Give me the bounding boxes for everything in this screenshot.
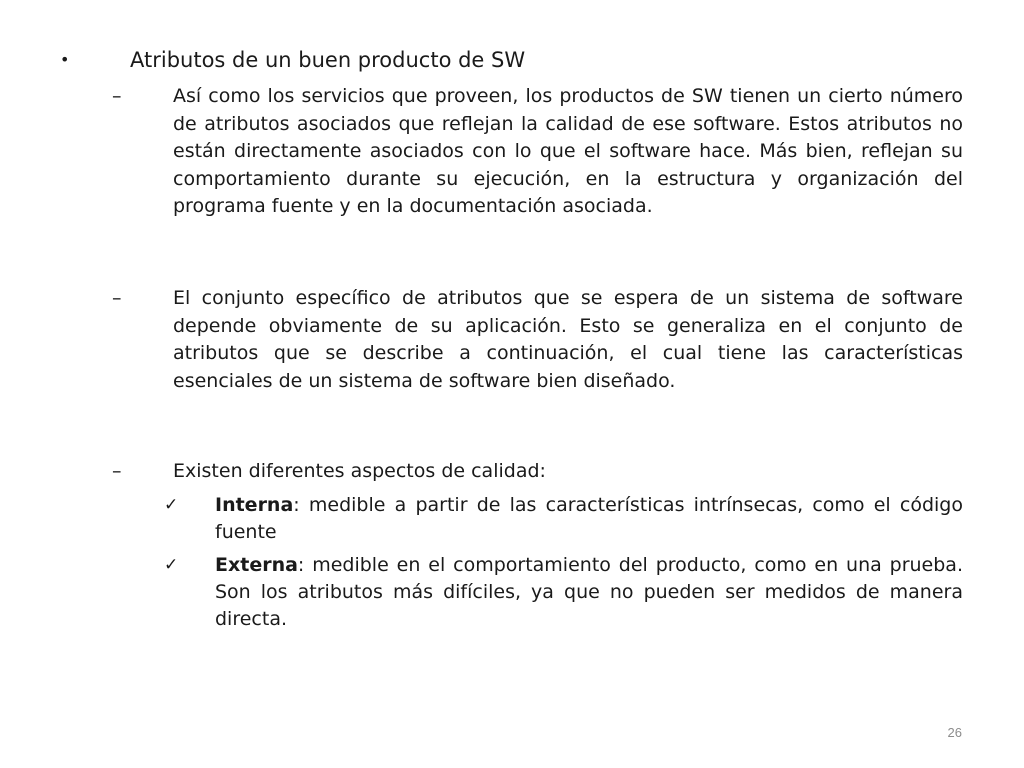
description-interna: : medible a partir de las características intrínsecas, como el código fuente: [215, 494, 963, 543]
subitem-text: [215, 552, 963, 633]
paragraph-specific-attributes: El conjunto específico de atributos que se espera de un sistema de software depende obviamente de su aplicación. Esto se generaliza en el conjunto de atributos que se describe a continuación, el cual tiene las características esenciales de un sistema de software bien diseñado.: [173, 287, 963, 392]
dash-marker: –: [112, 85, 122, 107]
dash-item-2: [112, 285, 963, 395]
paragraph-quality-aspects: Existen diferentes aspectos de calidad:: [173, 460, 546, 482]
check-item-interna: [164, 492, 963, 546]
paragraph-attributes: Así como los servicios que proveen, los productos de SW tienen un cierto número de atributos asociados que reflejan la calidad de ese software. Estos atributos no están directamente asociados con lo que el software hace. Más bien, reflejan su comportamiento durante su ejecución, en la estructura y organización del programa fuente y en la documentación asociada.: [173, 85, 963, 217]
term-externa: Externa: [215, 554, 298, 576]
description-externa: : medible en el comportamiento del producto, como en una prueba. Son los atributos más difíciles, ya que no pueden ser medidos de manera directa.: [215, 554, 963, 630]
slide-heading: Atributos de un buen producto de SW: [130, 48, 526, 72]
heading-bullet-item: [60, 45, 963, 75]
check-item-externa: [164, 552, 963, 633]
dash-marker: –: [112, 287, 122, 309]
bullet-marker: •: [60, 50, 70, 69]
checkmark-icon: ✓: [164, 495, 179, 515]
subitem-text: [215, 492, 963, 546]
dash-item-1: [112, 83, 963, 221]
dash-item-3: [112, 458, 963, 486]
checkmark-icon: ✓: [164, 555, 179, 575]
dash-marker: –: [112, 460, 122, 482]
page-number: 26: [947, 725, 962, 740]
term-interna: Interna: [215, 494, 294, 516]
